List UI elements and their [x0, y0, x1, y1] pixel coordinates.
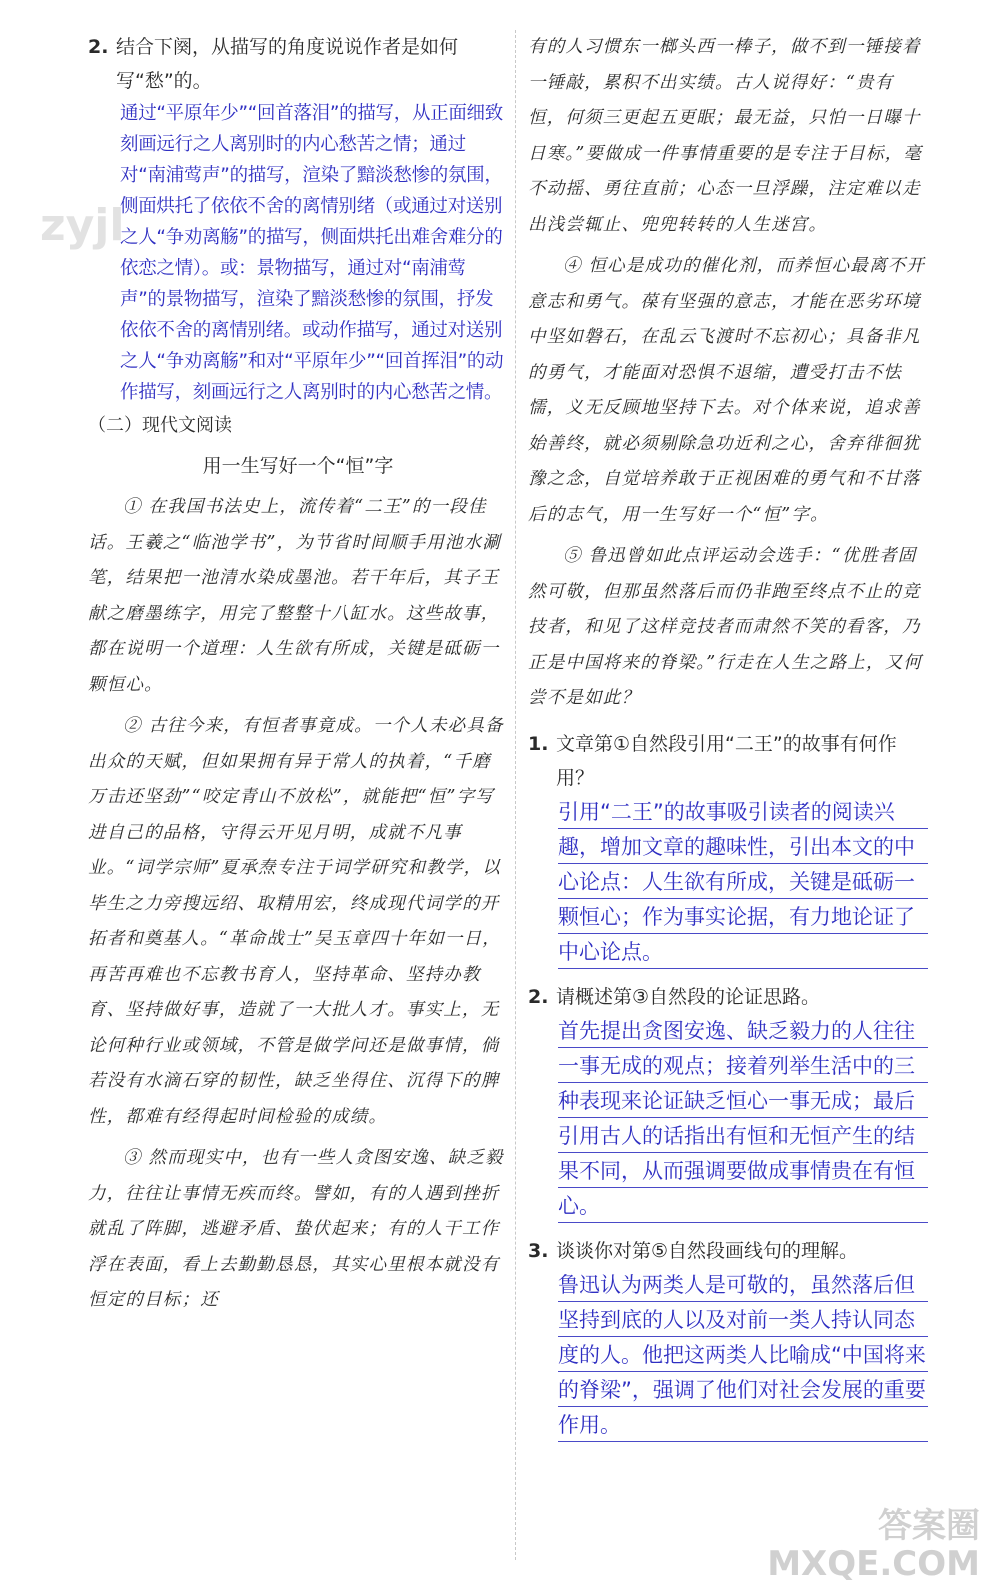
paragraph-1: ① 在我国书法史上，流传着“二王”的一段佳话。王羲之“临池学书”，为节省时间顺手用池水涮笔，结果把一池清水染成墨池。若干年后，其子王献之磨墨练字，用完了整整十八缸水。这些故事，都在说明一个道理：人生欲有所成，关键是砥砺一颗恒心。 [88, 497, 501, 695]
right-question-1 [528, 727, 928, 795]
article-title: 用一生写好一个“恒”字 [202, 455, 394, 477]
question-number: 2. [88, 36, 109, 58]
paragraph-3-continued: 有的人习惯东一榔头西一棒子，做不到一锤接着一锤敲，累积不出实绩。古人说得好：“贵有恒，何须三更起五更眠；最无益，只怕一日曝十日寒。”要做成一件事情重要的是专注于目标，毫不动摇、勇往直前；心态一旦浮躁，注定难以走出浅尝辄止、兜兜转转的人生迷宫。 [528, 37, 923, 235]
question-number: 1. [528, 732, 549, 755]
paragraph-5-tail: ”行走在人生之路上，又何尝不是如此？ [528, 652, 923, 708]
question-number: 2. [528, 985, 549, 1008]
paragraph-4: ④ 恒心是成功的催化剂，而养恒心最离不开意志和勇气。葆有坚强的意志，才能在恶劣环境中坚如磐石，在乱云飞渡时不忘初心；具备非凡的勇气，才能面对恐惧不退缩，遭受打击不怯懦，义无反顾地坚持下去。对个体来说，追求善始善终，就必须剔除急功近利之心，舍弃徘徊犹豫之念，自觉培养敢于正视困难的勇气和不甘落后的志气，用一生写好一个“恒”字。 [528, 256, 926, 525]
paragraph-3: ③ 然而现实中，也有一些人贪图安逸、缺乏毅力，往往让事情无疾而终。譬如，有的人遇到挫折就乱了阵脚，逃避矛盾、蛰伏起来；有的人干工作浮在表面，看上去勤勤恳恳，其实心里根本就没有恒定的目标；还 [88, 1148, 504, 1310]
right-question-3 [528, 1234, 928, 1268]
left-column [88, 30, 508, 1325]
right-question-2 [528, 980, 928, 1014]
watermark-logo-text: 答案圈 [878, 1506, 980, 1546]
question-number: 3. [528, 1239, 549, 1262]
left-question-2 [88, 30, 508, 98]
handwritten-answer: 首先提出贪图安逸、缺乏毅力的人往往一事无成的观点；接着列举生活中的三种表现来论证缺乏恒心一事无成；最后引用古人的话指出有恒和无恒产生的结果不同，从而强调要做成事情贵在有恒心。 [558, 1014, 928, 1224]
right-column [528, 30, 928, 1443]
handwritten-answer: 鲁迅认为两类人是可敬的，虽然落后但坚持到底的人以及对前一类人持认同态度的人。他把这两类人比喻成“中国将来的脊梁”，强调了他们对社会发展的重要作用。 [558, 1268, 928, 1443]
paragraph-5-lead: ⑤ 鲁迅曾如此点评运动会选手： [563, 546, 832, 566]
watermark-left: zyjl [40, 200, 125, 251]
watermark-bottom-right [767, 1507, 980, 1583]
section-label: （二）现代文阅读 [88, 415, 232, 436]
underlined-sentence: “优胜者固然可敬，但那虽然落后而仍非跑至终点不止的竞技者，和见了这样竞技者而肃然不笑的看客，乃正是中国将来的脊梁。 [528, 546, 921, 673]
question-text: 谈谈你对第⑤自然段画线句的理解。 [556, 1239, 859, 1262]
paragraph-2: ② 古往今来，有恒者事竟成。一个人未必具备出众的天赋，但如果拥有异于常人的执着，“千磨万击还坚劲”“咬定青山不放松”，就能把“恒”字写进自己的品格，守得云开见月明，成就不凡事业。“词学宗师”夏承焘专注于词学研究和教学，以毕生之力旁搜远绍、取精用宏，终成现代词学的开拓者和奠基人。“革命战士”吴玉章四十年如一日，再苦再难也不忘教书育人，坚持革命、坚持办教育、坚持做好事，造就了一大批人才。事实上，无论何种行业或领域，不管是做学问还是做事情，倘若没有水滴石穿的韧性，缺乏坐得住、沉得下的脾性，都难有经得起时间检验的成绩。 [88, 716, 504, 1127]
handwritten-answer: 引用“二王”的故事吸引读者的阅读兴趣，增加文章的趣味性，引出本文的中心论点：人生欲有所成，关键是砥砺一颗恒心；作为事实论据，有力地论证了中心论点。 [558, 795, 928, 970]
watermark-domain: MXQE.COM [767, 1544, 980, 1584]
question-text: 请概述第③自然段的论证思路。 [556, 985, 821, 1008]
question-text: 结合下阕，从描写的角度说说作者是如何写“愁”的。 [116, 36, 459, 92]
question-text: 文章第①自然段引用“二王”的故事有何作用？ [556, 732, 897, 789]
column-divider [515, 30, 516, 1560]
handwritten-answer: 通过“平原年少”“回首落泪”的描写，从正面细致刻画远行之人离别时的内心愁苦之情；通过对“南浦莺声”的描写，渲染了黯淡愁惨的氛围，侧面烘托了依依不舍的离情别绪（或通过对送别之人“争劝离觞”的描写，侧面烘托出难舍难分的依恋之情）。或：景物描写，通过对“南浦莺声”的景物描写，渲染了黯淡愁惨的氛围，抒发依依不舍的离情别绪。或动作描写，通过对送别之人“争劝离觞”和对“平原年少”“回首挥泪”的动作描写，刻画远行之人离别时的内心愁苦之情。 [120, 103, 504, 403]
paragraph-5 [528, 539, 928, 717]
